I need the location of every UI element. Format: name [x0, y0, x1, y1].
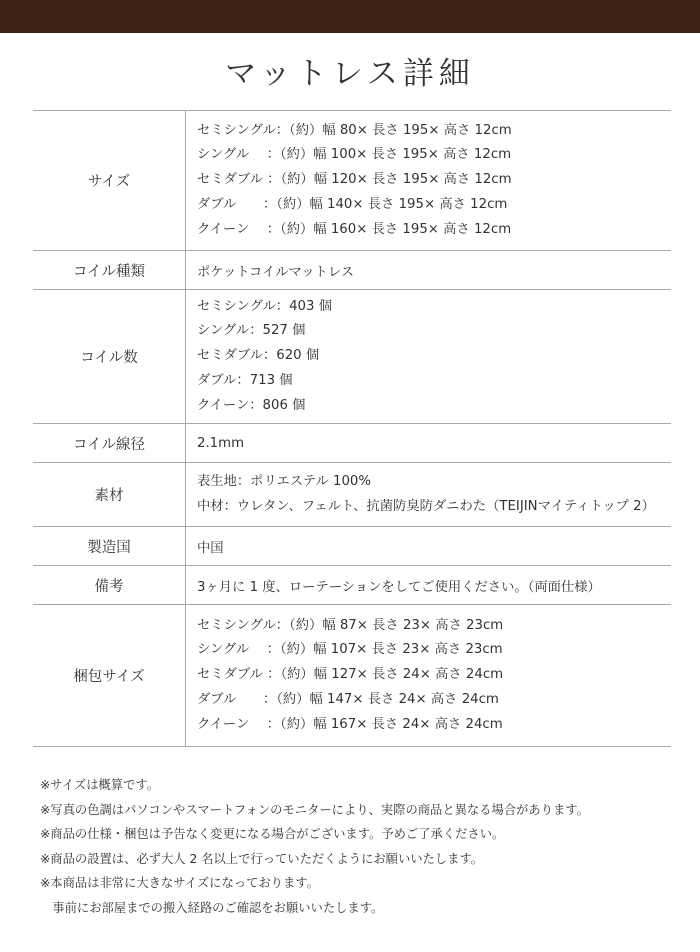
package-size-line: セミシングル：（約）幅 87× 長さ 23× 高さ 23cm: [197, 617, 504, 633]
note-item: ※本商品は非常に大きなサイズになっております。: [40, 876, 319, 890]
table-row-package-size: [33, 605, 671, 747]
package-size-line: セミダブル ：（約）幅 127× 長さ 24× 高さ 24cm: [197, 667, 504, 683]
coil-count-line: シングル：527 個: [197, 323, 306, 339]
top-decorative-bar: [0, 0, 700, 33]
row-value-remarks: 3ヶ月に 1 度、ローテーションをしてご使用ください。（両面仕様）: [197, 579, 601, 595]
notes-list: [40, 773, 680, 920]
table-row-remarks: [33, 566, 671, 605]
row-value-material: [186, 463, 672, 527]
coil-count-line: クイーン：806 個: [197, 397, 306, 413]
size-line: クイーン ：（約）幅 160× 長さ 195× 高さ 12cm: [197, 221, 512, 237]
row-label-package-size: 梱包サイズ: [33, 605, 186, 747]
row-label-coil-type: コイル種類: [33, 251, 186, 290]
row-value-origin: 中国: [197, 540, 224, 556]
note-item: 事前にお部屋までの搬入経路のご確認をお願いいたします。: [40, 900, 384, 915]
row-label-wire-diameter: コイル線径: [33, 424, 186, 463]
table-row-wire-diameter: [33, 424, 671, 463]
page-title: マットレス詳細: [225, 56, 475, 92]
note-item: ※サイズは概算です。: [40, 778, 160, 792]
table-row-material: [33, 463, 671, 527]
table-row-size: [33, 111, 671, 251]
row-value-coil-type: ポケットコイルマットレス: [197, 264, 355, 280]
note-item: ※商品の仕様・梱包は予告なく変更になる場合がございます。予めご了承ください。: [40, 827, 505, 841]
row-value-wire-diameter: 2.1mm: [197, 435, 245, 451]
package-size-line: シングル ：（約）幅 107× 長さ 23× 高さ 23cm: [197, 642, 503, 658]
row-label-size: サイズ: [33, 111, 186, 251]
size-line: セミシングル：（約）幅 80× 長さ 195× 高さ 12cm: [197, 122, 512, 138]
coil-count-line: ダブル：713 個: [197, 372, 293, 388]
material-line: 表生地：ポリエステル 100%: [197, 473, 372, 489]
row-value-size: [186, 111, 672, 251]
table-row-coil-count: [33, 290, 671, 424]
material-line: 中材：ウレタン、フェルト、抗菌防臭防ダニわた（TEIJINマイティトップ 2）: [197, 498, 655, 514]
row-value-coil-count: [186, 290, 672, 424]
size-line: ダブル ：（約）幅 140× 長さ 195× 高さ 12cm: [197, 196, 508, 212]
note-item: ※商品の設置は、必ず大人 2 名以上で行っていただくようにお願いいたします。: [40, 851, 484, 866]
note-item: ※写真の色調はパソコンやスマートフォンのモニターにより、実際の商品と異なる場合があります。: [40, 802, 589, 817]
size-line: シングル ：（約）幅 100× 長さ 195× 高さ 12cm: [197, 147, 512, 163]
row-label-origin: 製造国: [33, 527, 186, 566]
table-row-coil-type: [33, 251, 671, 290]
row-value-package-size: [186, 605, 672, 747]
table-row-origin: [33, 527, 671, 566]
row-label-material: 素材: [33, 463, 186, 527]
row-label-remarks: 備考: [33, 566, 186, 605]
spec-table: [33, 110, 671, 747]
package-size-line: クイーン ：（約）幅 167× 長さ 24× 高さ 24cm: [197, 716, 503, 732]
coil-count-line: セミダブル：620 個: [197, 348, 320, 364]
coil-count-line: セミシングル：403 個: [197, 298, 332, 314]
package-size-line: ダブル ：（約）幅 147× 長さ 24× 高さ 24cm: [197, 691, 499, 707]
row-label-coil-count: コイル数: [33, 290, 186, 424]
size-line: セミダブル ：（約）幅 120× 長さ 195× 高さ 12cm: [197, 172, 512, 188]
